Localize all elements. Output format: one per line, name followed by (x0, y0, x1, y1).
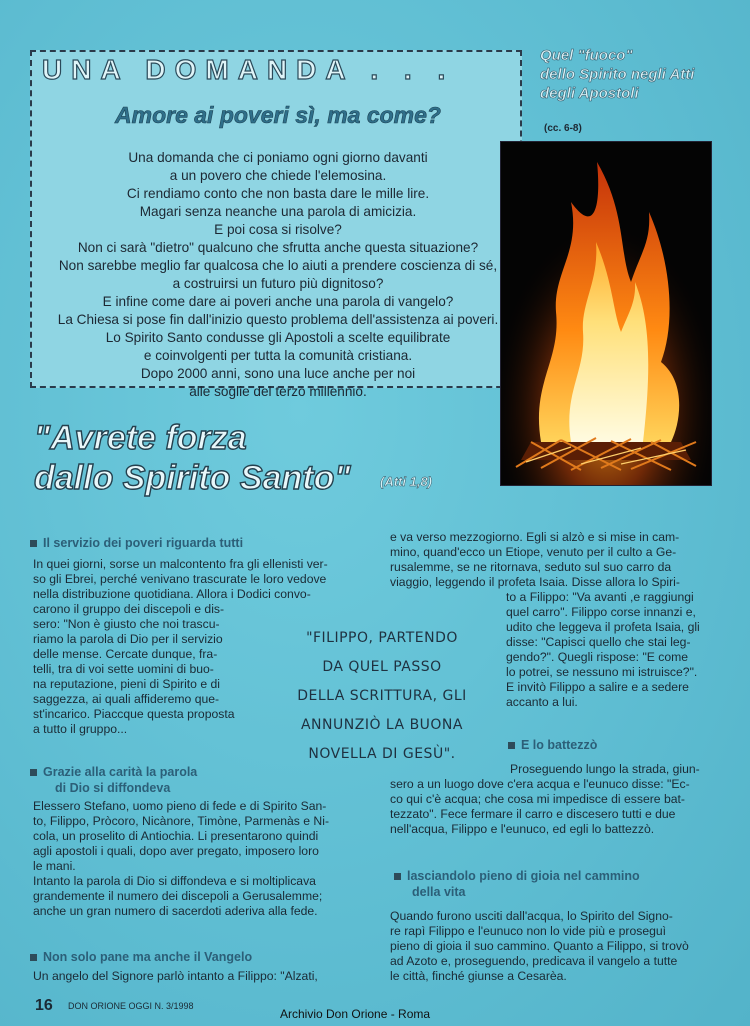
body-line: quel carro". Filippo corse innanzi e, (506, 605, 696, 619)
body-line: sero: "Non è giusto che noi trascu- (33, 617, 220, 631)
body-line: lo potrei, se nessuno mi istruisce?". (506, 665, 698, 679)
question-line: Una domanda che ci poniamo ogni giorno davanti (128, 150, 428, 165)
side-caption-line: dello Spirito negli Atti (540, 66, 695, 83)
section-heading (30, 764, 197, 796)
question-line: Non sarebbe meglio far qualcosa che lo aiuti a prendere coscienza di sé, (58, 258, 498, 273)
body-line: nella distribuzione quotidiana. Allora i Dodici convo- (33, 587, 311, 601)
body-line: e va verso mezzogiorno. Egli si alzò e si mise in cam- (390, 530, 680, 544)
page-number: 16 (35, 997, 53, 1014)
question-line: a un povero che chiede l'elemosina. (169, 168, 387, 183)
section-heading (508, 738, 597, 752)
section-body (33, 799, 329, 919)
body-line: E invitò Filippo a salire e a sedere (506, 680, 689, 694)
body-line: pieno di gioia il suo cammino. Quanto a Filippo, si trovò (390, 939, 689, 953)
section-heading (394, 868, 640, 900)
question-line: alle soglie del terzo millennio. (189, 384, 367, 399)
body-line: tezzato". Fece fermare il carro e discesero tutti e due (390, 807, 676, 821)
body-line: to a Filippo: "Va avanti ,e raggiungi (506, 590, 694, 604)
question-box-title: UNA DOMANDA . . . (42, 54, 455, 85)
section-heading-text: lasciandolo pieno di gioia nel cammino (407, 869, 640, 883)
section-heading (30, 950, 252, 964)
pull-quote-line: DELLA SCRITTURA, GLI (297, 688, 467, 704)
body-line: le mani. (33, 859, 76, 873)
body-line: re rapì Filippo e l'eunuco non lo vide più e proseguì (390, 924, 667, 938)
archive-credit: Archivio Don Orione - Roma (280, 1007, 431, 1021)
body-line: mino, quand'ecco un Etiope, venuto per il culto a Ge- (390, 545, 677, 559)
section-body (33, 969, 318, 984)
bullet-square-icon (30, 769, 37, 776)
section-body (390, 909, 689, 984)
magazine-issue: DON ORIONE OGGI N. 3/1998 (68, 1001, 194, 1011)
body-line: Quando furono usciti dall'acqua, lo Spirito del Signo- (390, 909, 673, 923)
body-line: agli apostoli i quali, dopo aver pregato, imposero loro (33, 844, 319, 858)
bullet-square-icon (394, 873, 401, 880)
side-caption-line: degli Apostoli (540, 85, 639, 102)
headline-reference: (Atti 1,8) (380, 474, 432, 489)
section-heading-text: Non solo pane ma anche il Vangelo (43, 950, 253, 964)
body-line: so gli Ebrei, perché venivano trascurate le loro vedove (33, 572, 327, 586)
body-line: to, Filippo, Pròcoro, Nicànore, Timòne, Parmenàs e Ni- (33, 814, 330, 828)
body-line: sero a un luogo dove c'era acqua e l'eunuco disse: "Ec- (390, 777, 690, 791)
question-box (30, 50, 522, 399)
body-line: ad Azoto e, proseguendo, predicava il vangelo a tutte (390, 954, 678, 968)
body-line: riamo la parola di Dio per il servizio (33, 632, 223, 646)
headline (34, 418, 504, 498)
pull-quote (282, 624, 482, 769)
headline-line: "Avrete forza (34, 419, 247, 457)
body-line: nell'acqua, Filippo e l'eunuco, ed egli lo battezzò. (390, 822, 655, 836)
section-body (390, 762, 700, 837)
section-heading-text: E lo battezzò (521, 738, 598, 752)
body-line: saggezza, ai quali affideremo que- (33, 692, 220, 706)
body-line: telli, tra di voi sette uomini di buo- (33, 662, 214, 676)
body-line: na reputazione, pieni di Spirito e di (33, 677, 220, 691)
body-line: co qui c'è acqua; che cosa mi impedisce di essere bat- (390, 792, 685, 806)
section-heading-text: Il servizio dei poveri riguarda tutti (43, 536, 244, 550)
body-line: rusalemme, se ne ritornava, seduto sul suo carro da (390, 560, 672, 574)
section-heading-text: Grazie alla carità la parola (43, 765, 198, 779)
question-line: Ci rendiamo conto che non basta dare le mille lire. (126, 186, 430, 201)
question-line: Non ci sarà "dietro" qualcuno che sfrutta anche questa situazione? (77, 240, 479, 255)
question-line: E poi cosa si risolve? (214, 222, 342, 237)
side-caption-reference: (cc. 6-8) (544, 123, 582, 134)
bullet-square-icon (30, 954, 37, 961)
question-line: E infine come dare ai poveri anche una parola di vangelo? (102, 294, 454, 309)
body-line: Un angelo del Signore parlò intanto a Filippo: "Alzati, (33, 969, 318, 983)
body-line: cola, un proselito di Antiochia. Li presentarono quindi (33, 829, 319, 843)
body-line: le città, finché giunse a Cesarèa. (390, 969, 567, 983)
question-line: a costruirsi un futuro più dignitoso? (172, 276, 384, 291)
body-line: In quei giorni, sorse un malcontento fra gli ellenisti ver- (33, 557, 328, 571)
question-line: Lo Spirito Santo condusse gli Apostoli a scelte equilibrate (105, 330, 451, 345)
question-box-subtitle: Amore ai poveri sì, ma come? (115, 102, 441, 128)
pull-quote-line: NOVELLA DI GESÙ". (308, 746, 456, 762)
side-caption-title (540, 46, 740, 103)
body-line: gendo?". Quegli rispose: "E come (506, 650, 689, 664)
body-line: disse: "Capisci quello che stai leg- (506, 635, 691, 649)
bullet-square-icon (30, 540, 37, 547)
question-line: Dopo 2000 anni, sono una luce anche per noi (140, 366, 416, 381)
body-line: Elessero Stefano, uomo pieno di fede e di Spirito San- (33, 799, 327, 813)
fire-photo (500, 141, 712, 486)
section-heading-text: di Dio si diffondeva (55, 781, 171, 795)
pull-quote-line: DA QUEL PASSO (322, 659, 442, 675)
body-line: a tutto il gruppo... (33, 722, 128, 736)
body-line: udito che leggeva il profeta Isaia, gli (506, 620, 700, 634)
right-column-body (390, 530, 680, 590)
right-column-body (506, 590, 700, 710)
body-line: accanto a lui. (506, 695, 578, 709)
headline-line: dallo Spirito Santo" (34, 459, 351, 497)
pull-quote-line: "FILIPPO, PARTENDO (306, 630, 458, 646)
body-line: grandemente il numero dei discepoli a Gerusalemme; (33, 889, 323, 903)
pull-quote-line: ANNUNZIÒ LA BUONA (300, 717, 463, 733)
section-heading (30, 536, 243, 550)
body-line: Proseguendo lungo la strada, giun- (510, 762, 700, 776)
body-line: carono il gruppo dei discepoli e dis- (33, 602, 225, 616)
question-line: La Chiesa si pose fin dall'inizio questo problema dell'assistenza ai poveri. (57, 312, 499, 327)
body-line: Intanto la parola di Dio si diffondeva e si moltiplicava (33, 874, 316, 888)
question-line: e coinvolgenti per tutta la comunità cristiana. (143, 348, 413, 363)
body-line: anche un gran numero di sacerdoti aderiva alla fede. (33, 904, 318, 918)
question-line: Magari senza neanche una parola di amicizia. (139, 204, 417, 219)
body-line: viaggio, leggendo il profeta Isaia. Disse allora lo Spiri- (390, 575, 680, 589)
bullet-square-icon (508, 742, 515, 749)
fire-illustration (501, 142, 711, 485)
side-caption-line: Quel "fuoco" (540, 47, 633, 64)
body-line: delle mense. Cercate dunque, fra- (33, 647, 218, 661)
section-heading-text: della vita (412, 885, 466, 899)
question-box-body (36, 149, 520, 401)
body-line: st'incarico. Piaccque questa proposta (33, 707, 235, 721)
